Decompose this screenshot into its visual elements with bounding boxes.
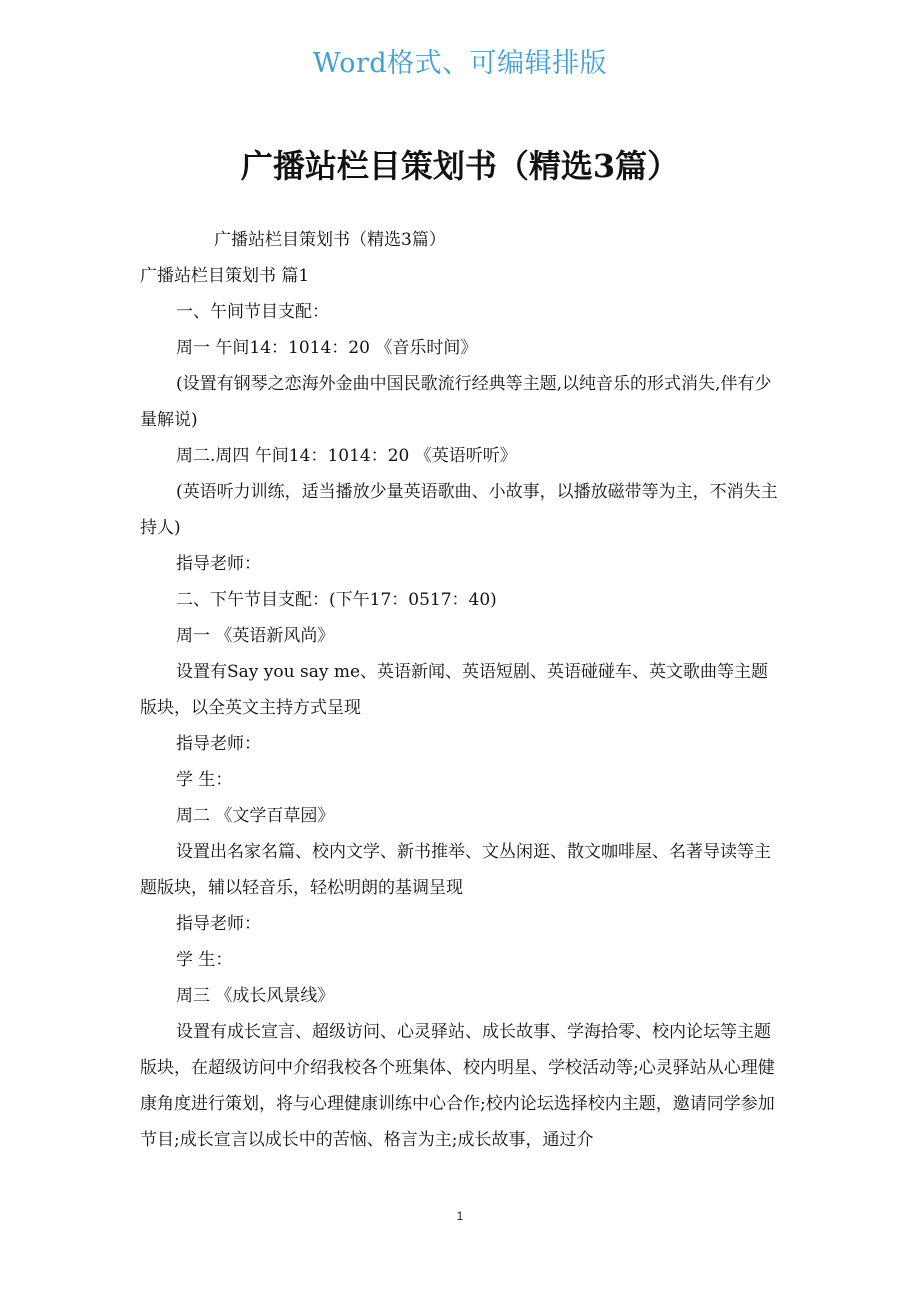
paragraph: 周二.周四 午间14：1014：20 《英语听听》: [176, 446, 517, 466]
paragraph: 一、午间节目支配：: [176, 302, 329, 322]
header-banner: Word格式、可编辑排版: [312, 48, 608, 79]
paragraph: 二、下午节目支配：(下午17：0517：40): [176, 590, 497, 610]
paragraph: 学 生：: [176, 950, 233, 970]
paragraph: 设置有Say you say me、英语新闻、英语短剧、英语碰碰车、英文歌曲等主题版块，以全英文主持方式呈现: [140, 662, 769, 718]
paragraph: 指导老师：: [176, 734, 261, 754]
paragraph: (设置有钢琴之恋海外金曲中国民歌流行经典等主题,以纯音乐的形式消失,伴有少量解说): [140, 374, 772, 430]
section-heading: 广播站栏目策划书 篇1: [140, 266, 310, 286]
paragraph: (英语听力训练，适当播放少量英语歌曲、小故事，以播放磁带等为主，不消失主持人): [140, 482, 778, 538]
document-body: [140, 222, 782, 1158]
page-number: 1: [456, 1209, 464, 1223]
subtitle-paragraph: 广播站栏目策划书（精选3篇）: [214, 230, 446, 250]
paragraph: 指导老师：: [176, 914, 261, 934]
paragraph: 周三 《成长风景线》: [176, 986, 335, 1006]
paragraph: 指导老师：: [176, 554, 261, 574]
paragraph: 设置有成长宣言、超级访问、心灵驿站、成长故事、学海拾零、校内论坛等主题版块，在超级访问中介绍我校各个班集体、校内明星、学校活动等;心灵驿站从心理健康角度进行策划，将与心理健康训练中心合作;校内论坛选择校内主题，邀请同学参加节目;成长宣言以成长中的苦恼、格言为主;成长故事，通过介: [140, 1022, 775, 1150]
document-title: 广播站栏目策划书（精选3篇）: [240, 147, 680, 185]
paragraph: 周一 午间14：1014：20 《音乐时间》: [176, 338, 478, 358]
paragraph: 周二 《文学百草园》: [176, 806, 335, 826]
paragraph: 学 生：: [176, 770, 233, 790]
paragraph: 设置出名家名篇、校内文学、新书推举、文丛闲逛、散文咖啡屋、名著导读等主题版块，辅以轻音乐，轻松明朗的基调呈现: [140, 842, 771, 898]
paragraph: 周一 《英语新风尚》: [176, 626, 335, 646]
